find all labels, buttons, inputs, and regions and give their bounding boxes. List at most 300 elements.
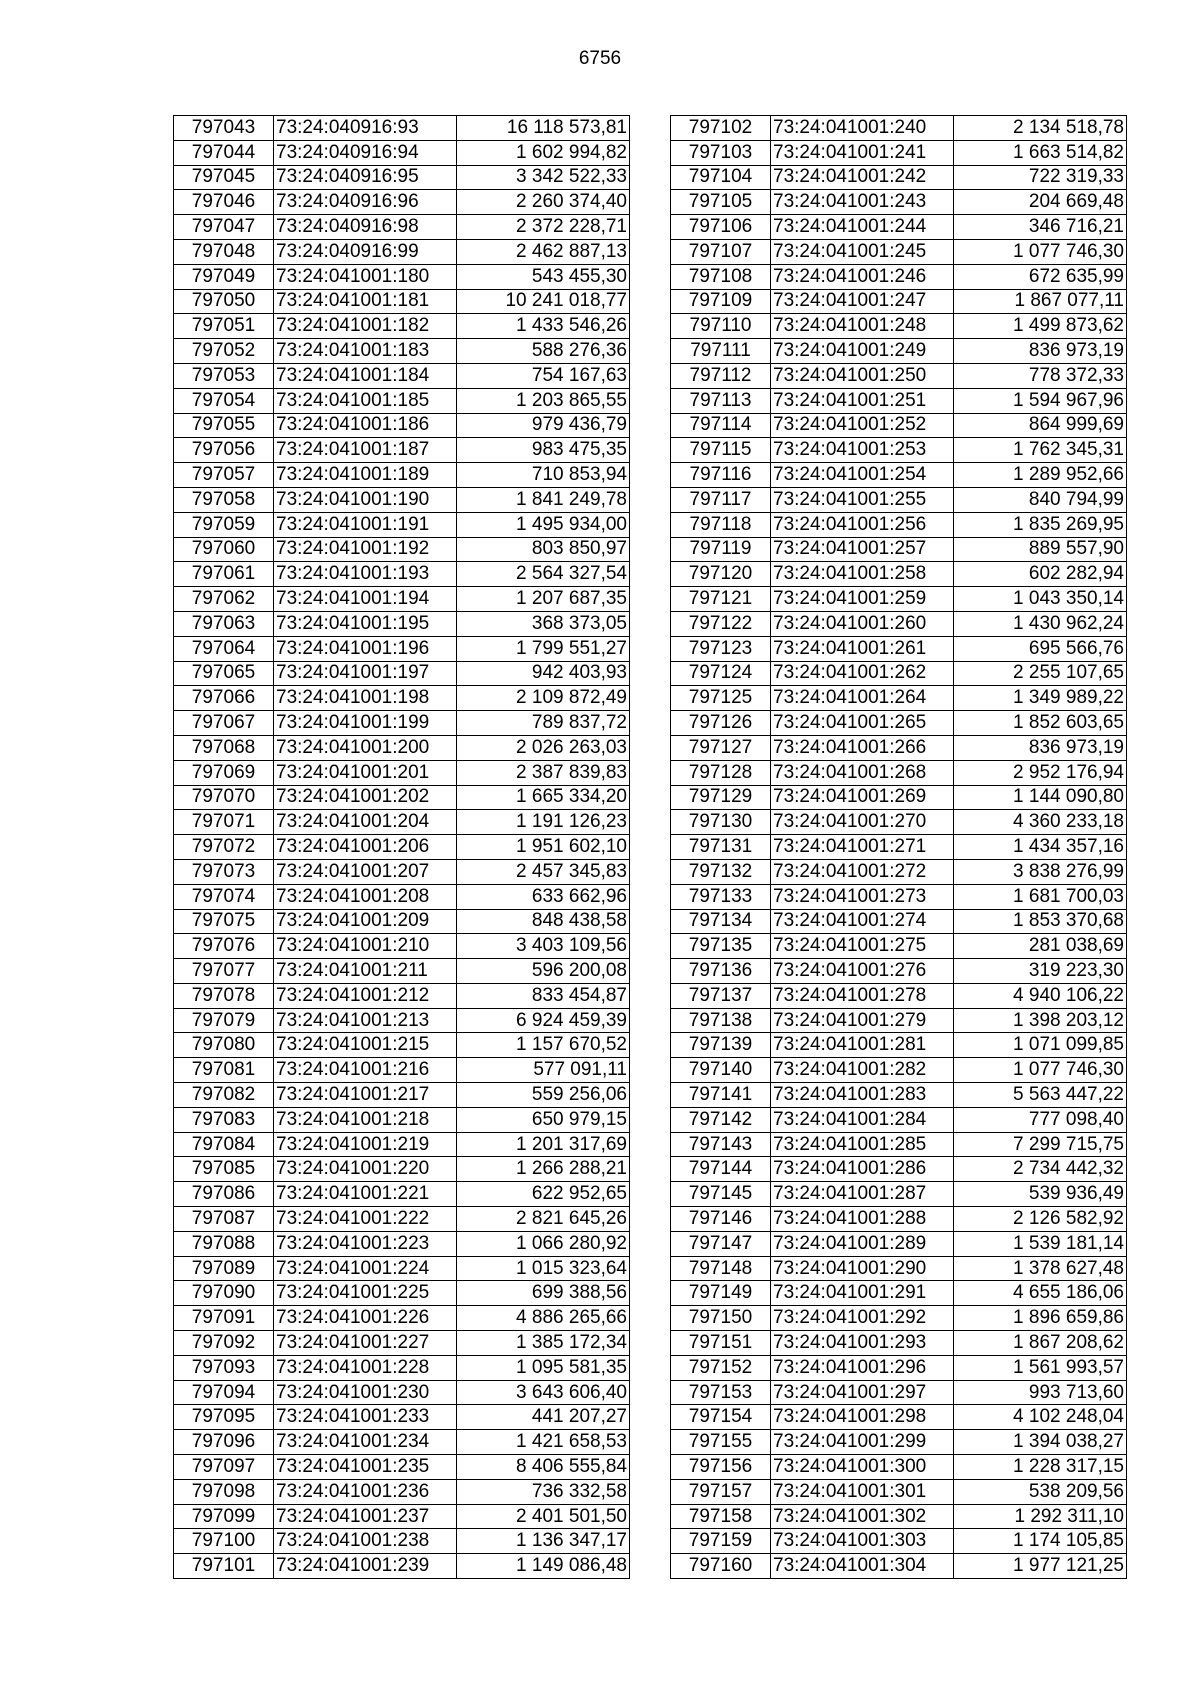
cadastral-number-cell: 73:24:041001:217 (274, 1083, 457, 1108)
cadastral-number-cell: 73:24:041001:242 (771, 165, 954, 190)
cadastral-value-cell: 1 896 659,86 (954, 1306, 1127, 1331)
cadastral-value-cell: 1 378 627,48 (954, 1256, 1127, 1281)
cadastral-number-cell: 73:24:041001:257 (771, 537, 954, 562)
cadastral-number-cell: 73:24:041001:243 (771, 190, 954, 215)
row-number-cell: 797141 (671, 1083, 771, 1108)
table-row (174, 1479, 630, 1504)
table-row (671, 1207, 1127, 1232)
row-number-cell: 797158 (671, 1504, 771, 1529)
cadastral-number-cell: 73:24:041001:184 (274, 363, 457, 388)
table-row (174, 1306, 630, 1331)
cadastral-value-cell: 1 174 105,85 (954, 1529, 1127, 1554)
row-number-cell: 797134 (671, 909, 771, 934)
table-row (174, 1157, 630, 1182)
table-row (174, 735, 630, 760)
cadastral-value-cell: 1 149 086,48 (457, 1554, 630, 1579)
row-number-cell: 797049 (174, 264, 274, 289)
row-number-cell: 797085 (174, 1157, 274, 1182)
cadastral-value-cell: 777 098,40 (954, 1107, 1127, 1132)
row-number-cell: 797148 (671, 1256, 771, 1281)
cadastral-value-cell: 840 794,99 (954, 487, 1127, 512)
table-row (671, 884, 1127, 909)
cadastral-value-cell: 5 563 447,22 (954, 1083, 1127, 1108)
row-number-cell: 797151 (671, 1331, 771, 1356)
table-row (174, 1529, 630, 1554)
cadastral-value-cell: 1 398 203,12 (954, 1008, 1127, 1033)
cadastral-value-cell: 559 256,06 (457, 1083, 630, 1108)
table-row (671, 711, 1127, 736)
cadastral-number-cell: 73:24:041001:215 (274, 1033, 457, 1058)
cadastral-number-cell: 73:24:040916:94 (274, 140, 457, 165)
row-number-cell: 797133 (671, 884, 771, 909)
row-number-cell: 797072 (174, 835, 274, 860)
row-number-cell: 797047 (174, 215, 274, 240)
cadastral-value-cell: 1 430 962,24 (954, 611, 1127, 636)
row-number-cell: 797084 (174, 1132, 274, 1157)
cadastral-value-cell: 1 539 181,14 (954, 1231, 1127, 1256)
table-row (671, 1479, 1127, 1504)
row-number-cell: 797082 (174, 1083, 274, 1108)
table-row (671, 239, 1127, 264)
cadastral-number-cell: 73:24:041001:208 (274, 884, 457, 909)
table-row (174, 215, 630, 240)
cadastral-value-cell: 3 838 276,99 (954, 859, 1127, 884)
row-number-cell: 797117 (671, 487, 771, 512)
cadastral-number-cell: 73:24:041001:220 (274, 1157, 457, 1182)
cadastral-value-cell: 1 077 746,30 (954, 1058, 1127, 1083)
row-number-cell: 797115 (671, 438, 771, 463)
table-row (174, 388, 630, 413)
cadastral-value-cell: 2 821 645,26 (457, 1207, 630, 1232)
cadastral-value-cell: 889 557,90 (954, 537, 1127, 562)
row-number-cell: 797064 (174, 636, 274, 661)
cadastral-value-cell: 1 136 347,17 (457, 1529, 630, 1554)
table-row (671, 909, 1127, 934)
cadastral-number-cell: 73:24:041001:256 (771, 512, 954, 537)
table-row (174, 835, 630, 860)
cadastral-number-cell: 73:24:041001:259 (771, 587, 954, 612)
table-row (174, 537, 630, 562)
table-row (174, 1405, 630, 1430)
cadastral-number-cell: 73:24:041001:230 (274, 1380, 457, 1405)
cadastral-number-cell: 73:24:041001:304 (771, 1554, 954, 1579)
cadastral-value-cell: 1 349 989,22 (954, 686, 1127, 711)
cadastral-value-cell: 204 669,48 (954, 190, 1127, 215)
cadastral-number-cell: 73:24:041001:180 (274, 264, 457, 289)
cadastral-value-cell: 1 977 121,25 (954, 1554, 1127, 1579)
row-number-cell: 797145 (671, 1182, 771, 1207)
row-number-cell: 797140 (671, 1058, 771, 1083)
table-row (671, 562, 1127, 587)
table-row (174, 562, 630, 587)
table-row (671, 934, 1127, 959)
cadastral-value-cell: 6 924 459,39 (457, 1008, 630, 1033)
cadastral-number-cell: 73:24:041001:282 (771, 1058, 954, 1083)
table-row (174, 1132, 630, 1157)
cadastral-number-cell: 73:24:041001:248 (771, 314, 954, 339)
row-number-cell: 797060 (174, 537, 274, 562)
table-row (174, 934, 630, 959)
cadastral-value-cell: 346 716,21 (954, 215, 1127, 240)
cadastral-number-cell: 73:24:041001:186 (274, 413, 457, 438)
cadastral-value-cell: 4 360 233,18 (954, 810, 1127, 835)
row-number-cell: 797074 (174, 884, 274, 909)
table-row (671, 1231, 1127, 1256)
table-row (671, 339, 1127, 364)
cadastral-value-cell: 695 566,76 (954, 636, 1127, 661)
cadastral-value-cell: 993 713,60 (954, 1380, 1127, 1405)
table-row (671, 735, 1127, 760)
cadastral-number-cell: 73:24:041001:209 (274, 909, 457, 934)
table-row (671, 835, 1127, 860)
row-number-cell: 797123 (671, 636, 771, 661)
row-number-cell: 797135 (671, 934, 771, 959)
row-number-cell: 797118 (671, 512, 771, 537)
cadastral-value-cell: 1 665 334,20 (457, 785, 630, 810)
cadastral-number-cell: 73:24:041001:225 (274, 1281, 457, 1306)
table-row (671, 810, 1127, 835)
row-number-cell: 797095 (174, 1405, 274, 1430)
cadastral-value-cell: 1 663 514,82 (954, 140, 1127, 165)
cadastral-value-cell: 1 434 357,16 (954, 835, 1127, 860)
row-number-cell: 797143 (671, 1132, 771, 1157)
row-number-cell: 797070 (174, 785, 274, 810)
table-row (174, 760, 630, 785)
row-number-cell: 797111 (671, 339, 771, 364)
row-number-cell: 797142 (671, 1107, 771, 1132)
cadastral-number-cell: 73:24:041001:226 (274, 1306, 457, 1331)
table-row (671, 512, 1127, 537)
cadastral-value-cell: 1 421 658,53 (457, 1430, 630, 1455)
table-row (174, 611, 630, 636)
table-row (671, 215, 1127, 240)
cadastral-number-cell: 73:24:041001:187 (274, 438, 457, 463)
row-number-cell: 797086 (174, 1182, 274, 1207)
row-number-cell: 797102 (671, 116, 771, 141)
cadastral-number-cell: 73:24:041001:300 (771, 1455, 954, 1480)
cadastral-number-cell: 73:24:041001:202 (274, 785, 457, 810)
table-row (671, 314, 1127, 339)
cadastral-value-cell: 833 454,87 (457, 983, 630, 1008)
register-table-left (173, 115, 630, 1579)
row-number-cell: 797149 (671, 1281, 771, 1306)
cadastral-number-cell: 73:24:041001:284 (771, 1107, 954, 1132)
row-number-cell: 797096 (174, 1430, 274, 1455)
cadastral-value-cell: 596 200,08 (457, 959, 630, 984)
cadastral-value-cell: 588 276,36 (457, 339, 630, 364)
table-row (174, 1107, 630, 1132)
cadastral-value-cell: 1 095 581,35 (457, 1355, 630, 1380)
row-number-cell: 797088 (174, 1231, 274, 1256)
cadastral-value-cell: 1 433 546,26 (457, 314, 630, 339)
row-number-cell: 797130 (671, 810, 771, 835)
cadastral-number-cell: 73:24:041001:227 (274, 1331, 457, 1356)
cadastral-value-cell: 4 940 106,22 (954, 983, 1127, 1008)
table-row (174, 1430, 630, 1455)
register-table-body (671, 116, 1127, 1579)
cadastral-value-cell: 836 973,19 (954, 339, 1127, 364)
table-row (174, 1033, 630, 1058)
table-row (174, 239, 630, 264)
cadastral-value-cell: 4 655 186,06 (954, 1281, 1127, 1306)
cadastral-value-cell: 441 207,27 (457, 1405, 630, 1430)
table-row (671, 165, 1127, 190)
table-row (174, 686, 630, 711)
row-number-cell: 797137 (671, 983, 771, 1008)
row-number-cell: 797120 (671, 562, 771, 587)
table-row (174, 785, 630, 810)
cadastral-value-cell: 4 102 248,04 (954, 1405, 1127, 1430)
row-number-cell: 797155 (671, 1430, 771, 1455)
row-number-cell: 797100 (174, 1529, 274, 1554)
cadastral-number-cell: 73:24:041001:206 (274, 835, 457, 860)
row-number-cell: 797106 (671, 215, 771, 240)
page-number: 6756 (578, 48, 622, 69)
table-row (174, 959, 630, 984)
cadastral-value-cell: 1 853 370,68 (954, 909, 1127, 934)
cadastral-number-cell: 73:24:041001:218 (274, 1107, 457, 1132)
row-number-cell: 797105 (671, 190, 771, 215)
cadastral-value-cell: 3 403 109,56 (457, 934, 630, 959)
cadastral-number-cell: 73:24:041001:199 (274, 711, 457, 736)
row-number-cell: 797090 (174, 1281, 274, 1306)
table-row (671, 140, 1127, 165)
table-row (671, 1554, 1127, 1579)
cadastral-value-cell: 1 867 208,62 (954, 1331, 1127, 1356)
cadastral-number-cell: 73:24:041001:286 (771, 1157, 954, 1182)
cadastral-value-cell: 1 385 172,34 (457, 1331, 630, 1356)
table-row (671, 1306, 1127, 1331)
cadastral-number-cell: 73:24:041001:264 (771, 686, 954, 711)
table-row (671, 760, 1127, 785)
cadastral-value-cell: 1 157 670,52 (457, 1033, 630, 1058)
cadastral-number-cell: 73:24:041001:240 (771, 116, 954, 141)
table-row (174, 1281, 630, 1306)
cadastral-number-cell: 73:24:041001:254 (771, 463, 954, 488)
cadastral-value-cell: 2 255 107,65 (954, 661, 1127, 686)
row-number-cell: 797128 (671, 760, 771, 785)
cadastral-number-cell: 73:24:041001:204 (274, 810, 457, 835)
row-number-cell: 797066 (174, 686, 274, 711)
cadastral-number-cell: 73:24:041001:234 (274, 1430, 457, 1455)
row-number-cell: 797058 (174, 487, 274, 512)
cadastral-value-cell: 1 561 993,57 (954, 1355, 1127, 1380)
row-number-cell: 797056 (174, 438, 274, 463)
cadastral-number-cell: 73:24:041001:297 (771, 1380, 954, 1405)
row-number-cell: 797122 (671, 611, 771, 636)
table-row (671, 661, 1127, 686)
cadastral-number-cell: 73:24:041001:190 (274, 487, 457, 512)
table-row (174, 587, 630, 612)
table-row (671, 537, 1127, 562)
cadastral-number-cell: 73:24:041001:260 (771, 611, 954, 636)
table-row (174, 1083, 630, 1108)
row-number-cell: 797048 (174, 239, 274, 264)
row-number-cell: 797077 (174, 959, 274, 984)
register-table-right (670, 115, 1127, 1579)
row-number-cell: 797055 (174, 413, 274, 438)
table-row (174, 1008, 630, 1033)
cadastral-value-cell: 281 038,69 (954, 934, 1127, 959)
table-row (671, 1455, 1127, 1480)
table-row (671, 1157, 1127, 1182)
cadastral-value-cell: 2 564 327,54 (457, 562, 630, 587)
row-number-cell: 797099 (174, 1504, 274, 1529)
table-row (174, 711, 630, 736)
cadastral-number-cell: 73:24:041001:262 (771, 661, 954, 686)
cadastral-value-cell: 1 292 311,10 (954, 1504, 1127, 1529)
row-number-cell: 797079 (174, 1008, 274, 1033)
table-row (174, 264, 630, 289)
cadastral-number-cell: 73:24:041001:301 (771, 1479, 954, 1504)
row-number-cell: 797138 (671, 1008, 771, 1033)
cadastral-number-cell: 73:24:041001:285 (771, 1132, 954, 1157)
cadastral-number-cell: 73:24:041001:196 (274, 636, 457, 661)
row-number-cell: 797159 (671, 1529, 771, 1554)
cadastral-number-cell: 73:24:041001:235 (274, 1455, 457, 1480)
cadastral-number-cell: 73:24:041001:292 (771, 1306, 954, 1331)
table-row (671, 190, 1127, 215)
cadastral-value-cell: 1 266 288,21 (457, 1157, 630, 1182)
row-number-cell: 797081 (174, 1058, 274, 1083)
cadastral-number-cell: 73:24:041001:249 (771, 339, 954, 364)
table-row (174, 413, 630, 438)
table-row (671, 116, 1127, 141)
cadastral-number-cell: 73:24:041001:237 (274, 1504, 457, 1529)
table-row (174, 487, 630, 512)
row-number-cell: 797126 (671, 711, 771, 736)
table-row (671, 1256, 1127, 1281)
cadastral-number-cell: 73:24:041001:195 (274, 611, 457, 636)
table-row (174, 909, 630, 934)
table-row (671, 413, 1127, 438)
table-row (671, 487, 1127, 512)
row-number-cell: 797107 (671, 239, 771, 264)
row-number-cell: 797144 (671, 1157, 771, 1182)
table-row (174, 140, 630, 165)
row-number-cell: 797052 (174, 339, 274, 364)
row-number-cell: 797045 (174, 165, 274, 190)
cadastral-number-cell: 73:24:041001:181 (274, 289, 457, 314)
row-number-cell: 797062 (174, 587, 274, 612)
row-number-cell: 797059 (174, 512, 274, 537)
row-number-cell: 797127 (671, 735, 771, 760)
table-row (174, 1355, 630, 1380)
register-table-body (174, 116, 630, 1579)
table-row (671, 1033, 1127, 1058)
row-number-cell: 797097 (174, 1455, 274, 1480)
cadastral-value-cell: 1 207 687,35 (457, 587, 630, 612)
table-row (174, 165, 630, 190)
cadastral-number-cell: 73:24:041001:211 (274, 959, 457, 984)
row-number-cell: 797147 (671, 1231, 771, 1256)
row-number-cell: 797152 (671, 1355, 771, 1380)
cadastral-value-cell: 2 387 839,83 (457, 760, 630, 785)
cadastral-value-cell: 1 852 603,65 (954, 711, 1127, 736)
cadastral-number-cell: 73:24:041001:224 (274, 1256, 457, 1281)
cadastral-value-cell: 602 282,94 (954, 562, 1127, 587)
cadastral-number-cell: 73:24:041001:276 (771, 959, 954, 984)
row-number-cell: 797054 (174, 388, 274, 413)
cadastral-number-cell: 73:24:041001:183 (274, 339, 457, 364)
table-row (174, 1554, 630, 1579)
cadastral-value-cell: 4 886 265,66 (457, 1306, 630, 1331)
cadastral-value-cell: 16 118 573,81 (457, 116, 630, 141)
cadastral-value-cell: 2 260 374,40 (457, 190, 630, 215)
cadastral-number-cell: 73:24:041001:228 (274, 1355, 457, 1380)
cadastral-number-cell: 73:24:040916:99 (274, 239, 457, 264)
table-row (174, 983, 630, 1008)
row-number-cell: 797071 (174, 810, 274, 835)
row-number-cell: 797075 (174, 909, 274, 934)
table-row (671, 289, 1127, 314)
cadastral-number-cell: 73:24:041001:296 (771, 1355, 954, 1380)
cadastral-number-cell: 73:24:041001:200 (274, 735, 457, 760)
table-row (671, 1380, 1127, 1405)
cadastral-value-cell: 3 643 606,40 (457, 1380, 630, 1405)
cadastral-number-cell: 73:24:041001:193 (274, 562, 457, 587)
cadastral-number-cell: 73:24:041001:291 (771, 1281, 954, 1306)
row-number-cell: 797157 (671, 1479, 771, 1504)
row-number-cell: 797069 (174, 760, 274, 785)
cadastral-number-cell: 73:24:041001:302 (771, 1504, 954, 1529)
cadastral-value-cell: 1 071 099,85 (954, 1033, 1127, 1058)
cadastral-value-cell: 848 438,58 (457, 909, 630, 934)
cadastral-value-cell: 2 734 442,32 (954, 1157, 1127, 1182)
cadastral-number-cell: 73:24:041001:245 (771, 239, 954, 264)
cadastral-value-cell: 1 201 317,69 (457, 1132, 630, 1157)
cadastral-value-cell: 1 762 345,31 (954, 438, 1127, 463)
table-row (174, 1256, 630, 1281)
cadastral-value-cell: 2 109 872,49 (457, 686, 630, 711)
table-row (671, 1182, 1127, 1207)
row-number-cell: 797124 (671, 661, 771, 686)
cadastral-number-cell: 73:24:041001:270 (771, 810, 954, 835)
row-number-cell: 797136 (671, 959, 771, 984)
table-row (671, 363, 1127, 388)
row-number-cell: 797104 (671, 165, 771, 190)
row-number-cell: 797076 (174, 934, 274, 959)
cadastral-number-cell: 73:24:041001:201 (274, 760, 457, 785)
cadastral-value-cell: 1 681 700,03 (954, 884, 1127, 909)
row-number-cell: 797121 (671, 587, 771, 612)
cadastral-value-cell: 1 394 038,27 (954, 1430, 1127, 1455)
row-number-cell: 797129 (671, 785, 771, 810)
cadastral-value-cell: 1 594 967,96 (954, 388, 1127, 413)
cadastral-number-cell: 73:24:041001:233 (274, 1405, 457, 1430)
cadastral-value-cell: 10 241 018,77 (457, 289, 630, 314)
table-row (671, 438, 1127, 463)
table-row (671, 1529, 1127, 1554)
cadastral-value-cell: 1 144 090,80 (954, 785, 1127, 810)
cadastral-number-cell: 73:24:041001:191 (274, 512, 457, 537)
cadastral-number-cell: 73:24:041001:182 (274, 314, 457, 339)
cadastral-value-cell: 1 867 077,11 (954, 289, 1127, 314)
table-row (671, 611, 1127, 636)
row-number-cell: 797093 (174, 1355, 274, 1380)
row-number-cell: 797110 (671, 314, 771, 339)
cadastral-number-cell: 73:24:041001:247 (771, 289, 954, 314)
cadastral-number-cell: 73:24:041001:287 (771, 1182, 954, 1207)
cadastral-value-cell: 1 015 323,64 (457, 1256, 630, 1281)
cadastral-value-cell: 778 372,33 (954, 363, 1127, 388)
row-number-cell: 797043 (174, 116, 274, 141)
cadastral-number-cell: 73:24:041001:189 (274, 463, 457, 488)
cadastral-number-cell: 73:24:041001:290 (771, 1256, 954, 1281)
cadastral-value-cell: 368 373,05 (457, 611, 630, 636)
table-row (174, 1182, 630, 1207)
row-number-cell: 797153 (671, 1380, 771, 1405)
